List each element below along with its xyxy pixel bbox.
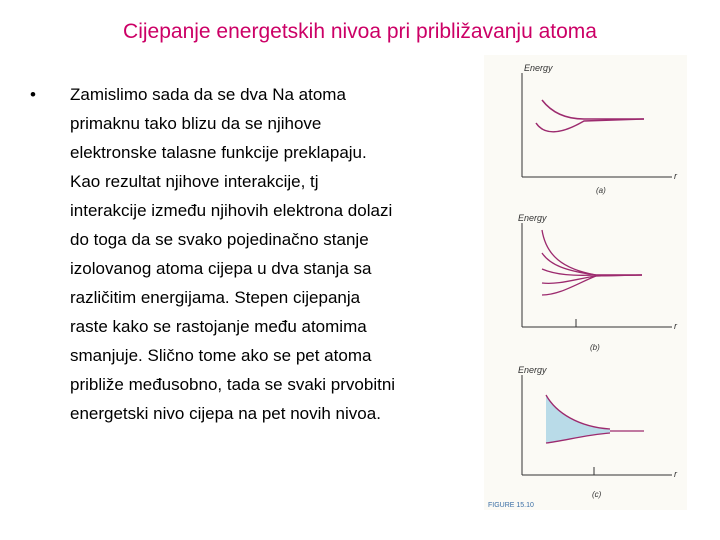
panel-a-upper-curve — [542, 100, 644, 119]
panel-c-xlabel: r — [674, 469, 677, 479]
panel-b-ylabel: Energy — [518, 213, 547, 223]
bullet-line: energetski nivo cijepa na pet novih nivoa. — [70, 404, 381, 423]
panel-b-curve-5 — [542, 275, 642, 295]
figure-footer: FIGURE 15.10 — [488, 502, 534, 509]
panel-c-energy-band — [546, 395, 610, 443]
panel-b-caption: (b) — [590, 343, 600, 352]
bullet-line: raste kako se rastojanje među atomima — [70, 317, 367, 336]
bullet-line: izolovanog atoma cijepa u dva stanja sa — [70, 259, 372, 278]
bullet-line: elektronske talasne funkcije preklapaju. — [70, 143, 367, 162]
slide-title: Cijepanje energetskih nivoa pri približavanju atoma — [123, 20, 597, 43]
panel-b-curve-4 — [542, 275, 642, 283]
panel-a — [522, 63, 678, 195]
panel-a-lower-curve — [536, 119, 644, 132]
panel-c-caption: (c) — [592, 490, 602, 499]
bullet-line: primaknu tako blizu da se njihove — [70, 114, 322, 133]
energy-level-figure — [484, 55, 687, 510]
panel-a-caption: (a) — [596, 186, 606, 195]
bullet-line: Zamislimo sada da se dva Na atoma — [70, 85, 346, 104]
panel-c — [518, 365, 678, 499]
bullet-marker: • — [30, 85, 36, 104]
bullet-line: do toga da se svako pojedinačno stanje — [70, 230, 369, 249]
panel-b-curve-1 — [542, 230, 642, 275]
bullet-line: približe međusobno, tada se svaki prvobitni — [70, 375, 396, 394]
bullet-line: interakcije između njihovih elektrona dolazi — [70, 201, 393, 220]
panel-b-xlabel: r — [674, 321, 677, 331]
panel-a-xlabel: r — [674, 171, 677, 181]
bullet-line: smanjuje. Slično tome ako se pet atoma — [70, 346, 372, 365]
panel-b-curve-2 — [542, 253, 642, 275]
energy-figure-svg — [484, 55, 687, 510]
panel-a-ylabel: Energy — [524, 63, 553, 73]
panel-c-ylabel: Energy — [518, 365, 547, 375]
bullet-text — [70, 80, 470, 428]
bullet-line: različitim energijama. Stepen cijepanja — [70, 288, 361, 307]
bullet-line: Kao rezultat njihove interakcije, tj — [70, 172, 319, 191]
panel-b — [518, 213, 678, 352]
